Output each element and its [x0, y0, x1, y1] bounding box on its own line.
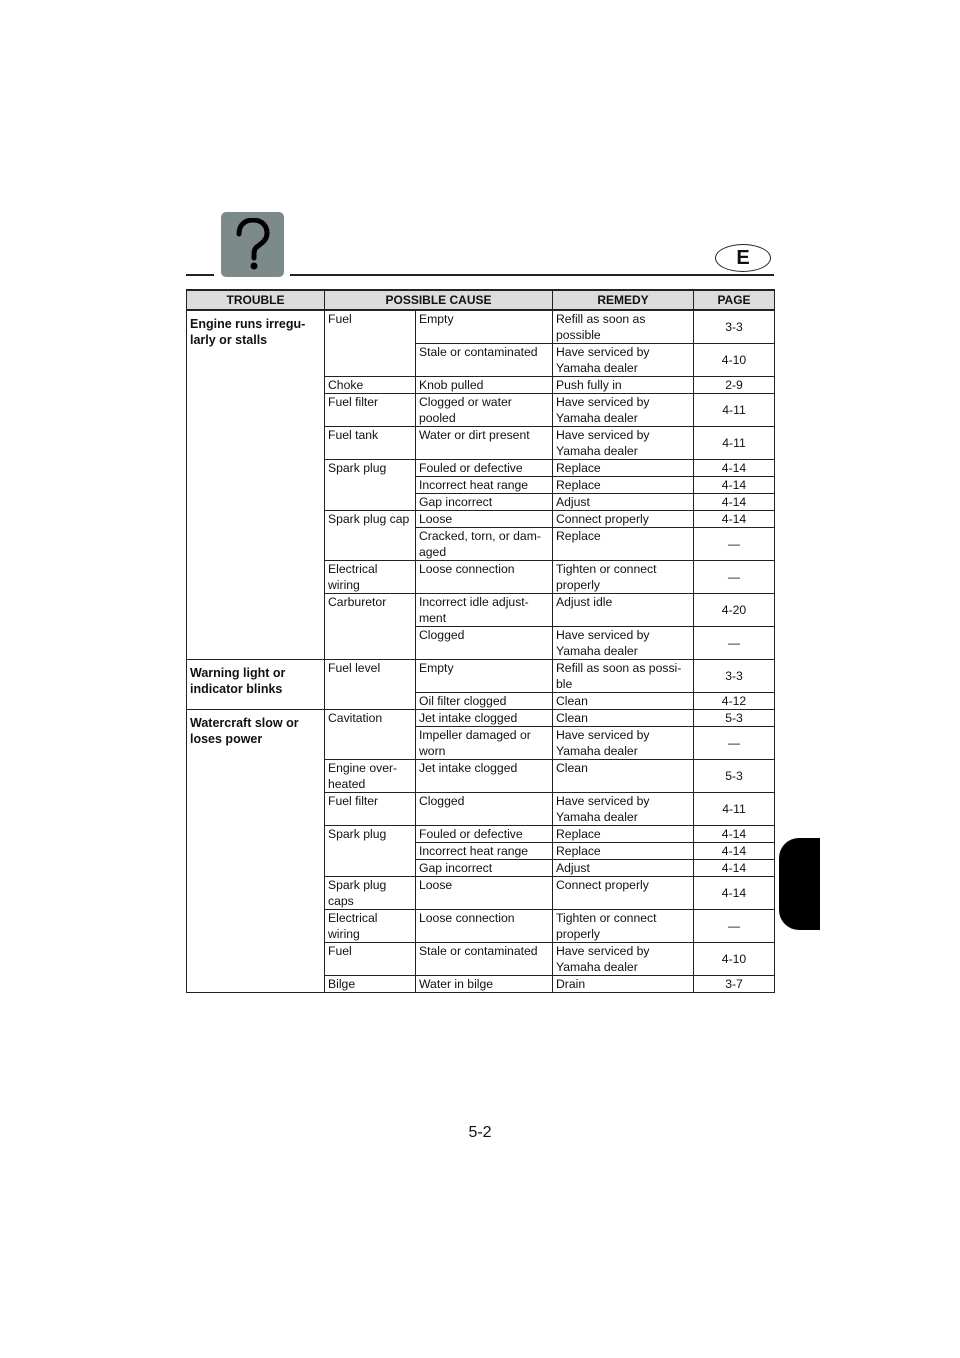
header-trouble: TROUBLE [187, 290, 325, 310]
page-ref-cell: 4-14 [694, 826, 775, 843]
page-ref-cell: 4-11 [694, 793, 775, 826]
page-ref-cell: — [694, 910, 775, 943]
cause-cell: Oil filter clogged [416, 693, 553, 710]
page-ref-cell: 4-14 [694, 860, 775, 877]
page-ref-cell: 5-3 [694, 760, 775, 793]
component-cell: Cavitation [325, 710, 416, 760]
component-cell: Bilge [325, 976, 416, 993]
cause-cell: Fouled or defective [416, 460, 553, 477]
component-cell: Fuel [325, 310, 416, 377]
remedy-cell: Replace [553, 826, 694, 843]
table-row [187, 310, 775, 344]
question-mark-icon [221, 212, 284, 277]
cause-cell: Water or dirt present [416, 427, 553, 460]
section-tab [779, 838, 820, 930]
page-ref-cell: 4-12 [694, 693, 775, 710]
remedy-cell: Clean [553, 710, 694, 727]
page-ref-cell: 4-14 [694, 477, 775, 494]
page-ref-cell: — [694, 561, 775, 594]
cause-cell: Incorrect idle adjust- ment [416, 594, 553, 627]
component-cell: Electrical wiring [325, 561, 416, 594]
page-ref-cell: 4-14 [694, 460, 775, 477]
header-page: PAGE [694, 290, 775, 310]
cause-cell: Loose connection [416, 561, 553, 594]
cause-cell: Incorrect heat range [416, 843, 553, 860]
remedy-cell: Connect properly [553, 877, 694, 910]
trouble-cell: Engine runs irregu- larly or stalls [187, 310, 325, 660]
remedy-cell: Have serviced by Yamaha dealer [553, 394, 694, 427]
remedy-cell: Replace [553, 477, 694, 494]
remedy-cell: Replace [553, 528, 694, 561]
remedy-cell: Refill as soon as possible [553, 310, 694, 344]
page-ref-cell: 4-20 [694, 594, 775, 627]
component-cell: Spark plug cap [325, 511, 416, 561]
remedy-cell: Connect properly [553, 511, 694, 528]
cause-cell: Stale or contaminated [416, 344, 553, 377]
page-ref-cell: 4-11 [694, 427, 775, 460]
cause-cell: Jet intake clogged [416, 760, 553, 793]
header-remedy: REMEDY [553, 290, 694, 310]
page-ref-cell: 4-14 [694, 494, 775, 511]
cause-cell: Cracked, torn, or dam- aged [416, 528, 553, 561]
remedy-cell: Clean [553, 693, 694, 710]
cause-cell: Jet intake clogged [416, 710, 553, 727]
table-body [187, 310, 775, 993]
cause-cell: Empty [416, 310, 553, 344]
remedy-cell: Adjust idle [553, 594, 694, 627]
component-cell: Engine over- heated [325, 760, 416, 793]
header-rule-left [186, 274, 214, 276]
remedy-cell: Have serviced by Yamaha dealer [553, 793, 694, 826]
component-cell: Carburetor [325, 594, 416, 660]
cause-cell: Loose [416, 511, 553, 528]
component-cell: Spark plug [325, 826, 416, 877]
trouble-cell: Warning light or indicator blinks [187, 660, 325, 710]
cause-cell: Water in bilge [416, 976, 553, 993]
cause-cell: Loose connection [416, 910, 553, 943]
page-number: 5-2 [468, 1124, 492, 1141]
page-ref-cell: — [694, 727, 775, 760]
page-ref-cell: 4-11 [694, 394, 775, 427]
page-ref-cell: 2-9 [694, 377, 775, 394]
page-ref-cell: 4-14 [694, 877, 775, 910]
cause-cell: Loose [416, 877, 553, 910]
remedy-cell: Refill as soon as possi- ble [553, 660, 694, 693]
remedy-cell: Have serviced by Yamaha dealer [553, 943, 694, 976]
trouble-cell: Watercraft slow or loses power [187, 710, 325, 993]
table-header-row [187, 290, 775, 310]
cause-cell: Gap incorrect [416, 494, 553, 511]
remedy-cell: Adjust [553, 494, 694, 511]
table-row [187, 710, 775, 727]
component-cell: Spark plug caps [325, 877, 416, 910]
remedy-cell: Push fully in [553, 377, 694, 394]
cause-cell: Incorrect heat range [416, 477, 553, 494]
cause-cell: Stale or contaminated [416, 943, 553, 976]
page-ref-cell: 4-14 [694, 843, 775, 860]
page-ref-cell: 3-3 [694, 310, 775, 344]
page-ref-cell: 4-10 [694, 344, 775, 377]
component-cell: Electrical wiring [325, 910, 416, 943]
component-cell: Spark plug [325, 460, 416, 511]
component-cell: Fuel tank [325, 427, 416, 460]
language-badge: E [715, 244, 771, 272]
table-row [187, 660, 775, 693]
cause-cell: Clogged [416, 627, 553, 660]
remedy-cell: Adjust [553, 860, 694, 877]
cause-cell: Knob pulled [416, 377, 553, 394]
remedy-cell: Tighten or connect properly [553, 561, 694, 594]
cause-cell: Clogged [416, 793, 553, 826]
page-ref-cell: 5-3 [694, 710, 775, 727]
remedy-cell: Have serviced by Yamaha dealer [553, 344, 694, 377]
page-ref-cell: 4-14 [694, 511, 775, 528]
cause-cell: Empty [416, 660, 553, 693]
remedy-cell: Tighten or connect properly [553, 910, 694, 943]
component-cell: Fuel [325, 943, 416, 976]
remedy-cell: Have serviced by Yamaha dealer [553, 727, 694, 760]
component-cell: Choke [325, 377, 416, 394]
component-cell: Fuel level [325, 660, 416, 710]
page-ref-cell: 3-7 [694, 976, 775, 993]
remedy-cell: Have serviced by Yamaha dealer [553, 627, 694, 660]
page-ref-cell: 4-10 [694, 943, 775, 976]
component-cell: Fuel filter [325, 394, 416, 427]
cause-cell: Impeller damaged or worn [416, 727, 553, 760]
remedy-cell: Replace [553, 460, 694, 477]
remedy-cell: Clean [553, 760, 694, 793]
cause-cell: Fouled or defective [416, 826, 553, 843]
page-ref-cell: 3-3 [694, 660, 775, 693]
cause-cell: Gap incorrect [416, 860, 553, 877]
page-ref-cell: — [694, 627, 775, 660]
component-cell: Fuel filter [325, 793, 416, 826]
remedy-cell: Have serviced by Yamaha dealer [553, 427, 694, 460]
cause-cell: Clogged or water pooled [416, 394, 553, 427]
troubleshooting-table [186, 289, 775, 993]
page-ref-cell: — [694, 528, 775, 561]
header-rule-right [290, 274, 774, 276]
remedy-cell: Replace [553, 843, 694, 860]
remedy-cell: Drain [553, 976, 694, 993]
header-possible-cause: POSSIBLE CAUSE [325, 290, 553, 310]
